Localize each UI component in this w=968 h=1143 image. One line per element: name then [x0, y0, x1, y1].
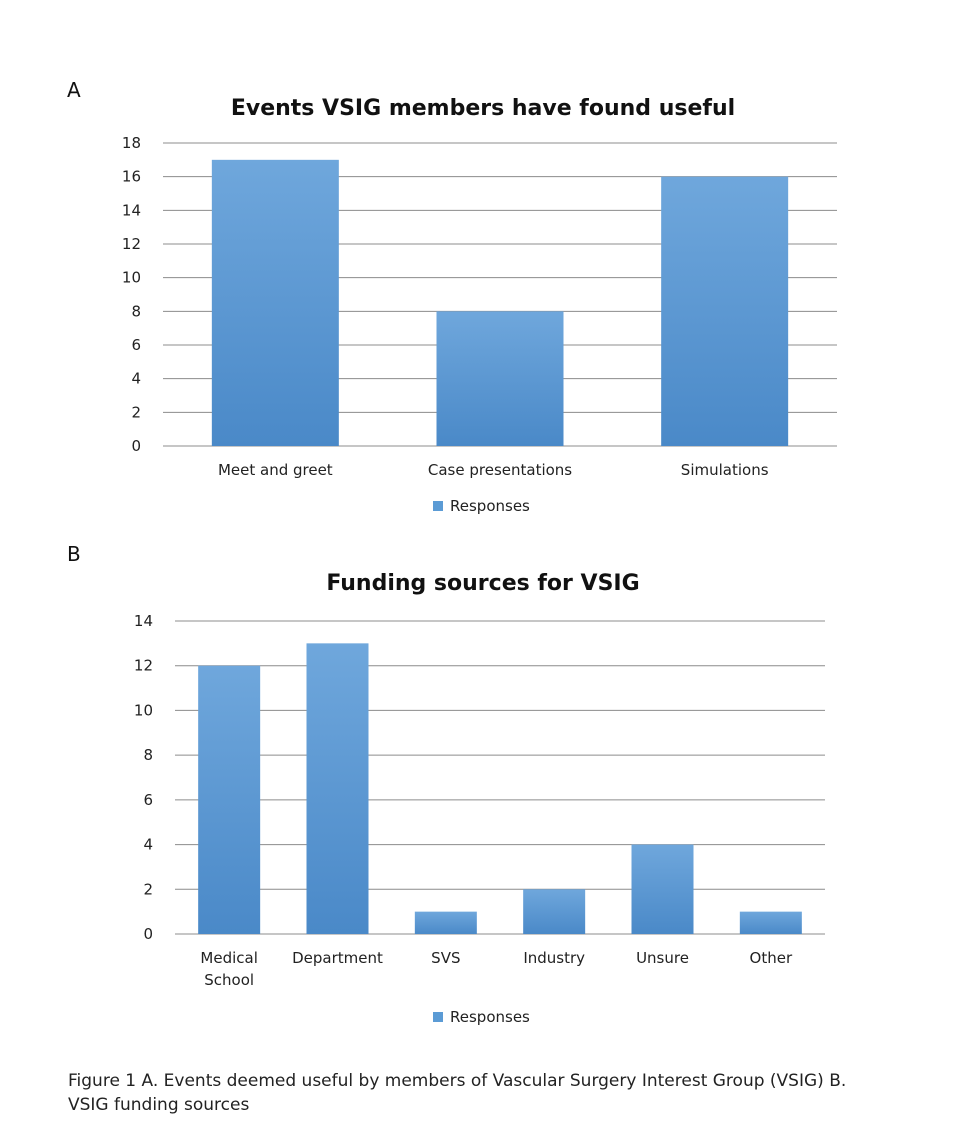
x-category-label: Department [292, 949, 383, 967]
y-tick-label: 18 [121, 134, 141, 152]
chart-a [0, 0, 968, 530]
y-tick-label: 0 [143, 925, 153, 943]
x-category-label: Unsure [636, 949, 689, 967]
chart-title: Events VSIG members have found useful [230, 96, 736, 121]
y-tick-label: 4 [131, 369, 141, 388]
y-tick-label: 4 [143, 835, 153, 854]
bar [437, 311, 564, 446]
y-tick-label: 14 [121, 201, 141, 220]
bar [632, 845, 694, 934]
y-tick-label: 6 [143, 790, 153, 809]
bar [523, 889, 585, 934]
chart-title: Funding sources for VSIG [326, 571, 640, 596]
legend-swatch [433, 1012, 443, 1022]
y-tick-label: 10 [121, 268, 141, 287]
panel-b-label: B [67, 542, 81, 566]
bar [198, 666, 260, 934]
y-tick-label: 10 [133, 701, 153, 720]
y-tick-label: 8 [143, 746, 153, 765]
y-tick-label: 6 [131, 336, 141, 354]
x-category-label: Other [749, 949, 793, 967]
bar [415, 912, 477, 934]
y-tick-label: 16 [121, 167, 141, 186]
y-tick-label: 12 [121, 235, 141, 253]
y-tick-label: 8 [131, 302, 141, 321]
x-category-label: Industry [523, 949, 586, 967]
y-tick-label: 2 [131, 403, 141, 422]
x-category-label: Medical [200, 949, 258, 967]
x-category-label: Meet and greet [217, 461, 333, 479]
bar [740, 912, 802, 934]
bar [307, 643, 369, 934]
figure-caption: Figure 1 A. Events deemed useful by members of Vascular Surgery Interest Group (VSIG) B. VSIG funding sources [68, 1071, 847, 1115]
y-tick-label: 14 [133, 612, 153, 630]
y-tick-label: 0 [131, 437, 141, 455]
chart-b [0, 530, 968, 1050]
x-category-label: Case presentations [427, 461, 573, 479]
bar [212, 160, 339, 446]
panel-a-label: A [67, 78, 81, 102]
bar [661, 177, 788, 446]
legend-label: Responses [450, 1008, 530, 1026]
y-tick-label: 2 [143, 880, 153, 899]
x-category-label: Simulations [680, 461, 769, 479]
legend-label: Responses [450, 497, 530, 515]
x-category-label: SVS [431, 949, 461, 967]
y-tick-label: 12 [133, 656, 153, 675]
legend-swatch [433, 501, 443, 511]
x-category-label: School [204, 971, 255, 989]
